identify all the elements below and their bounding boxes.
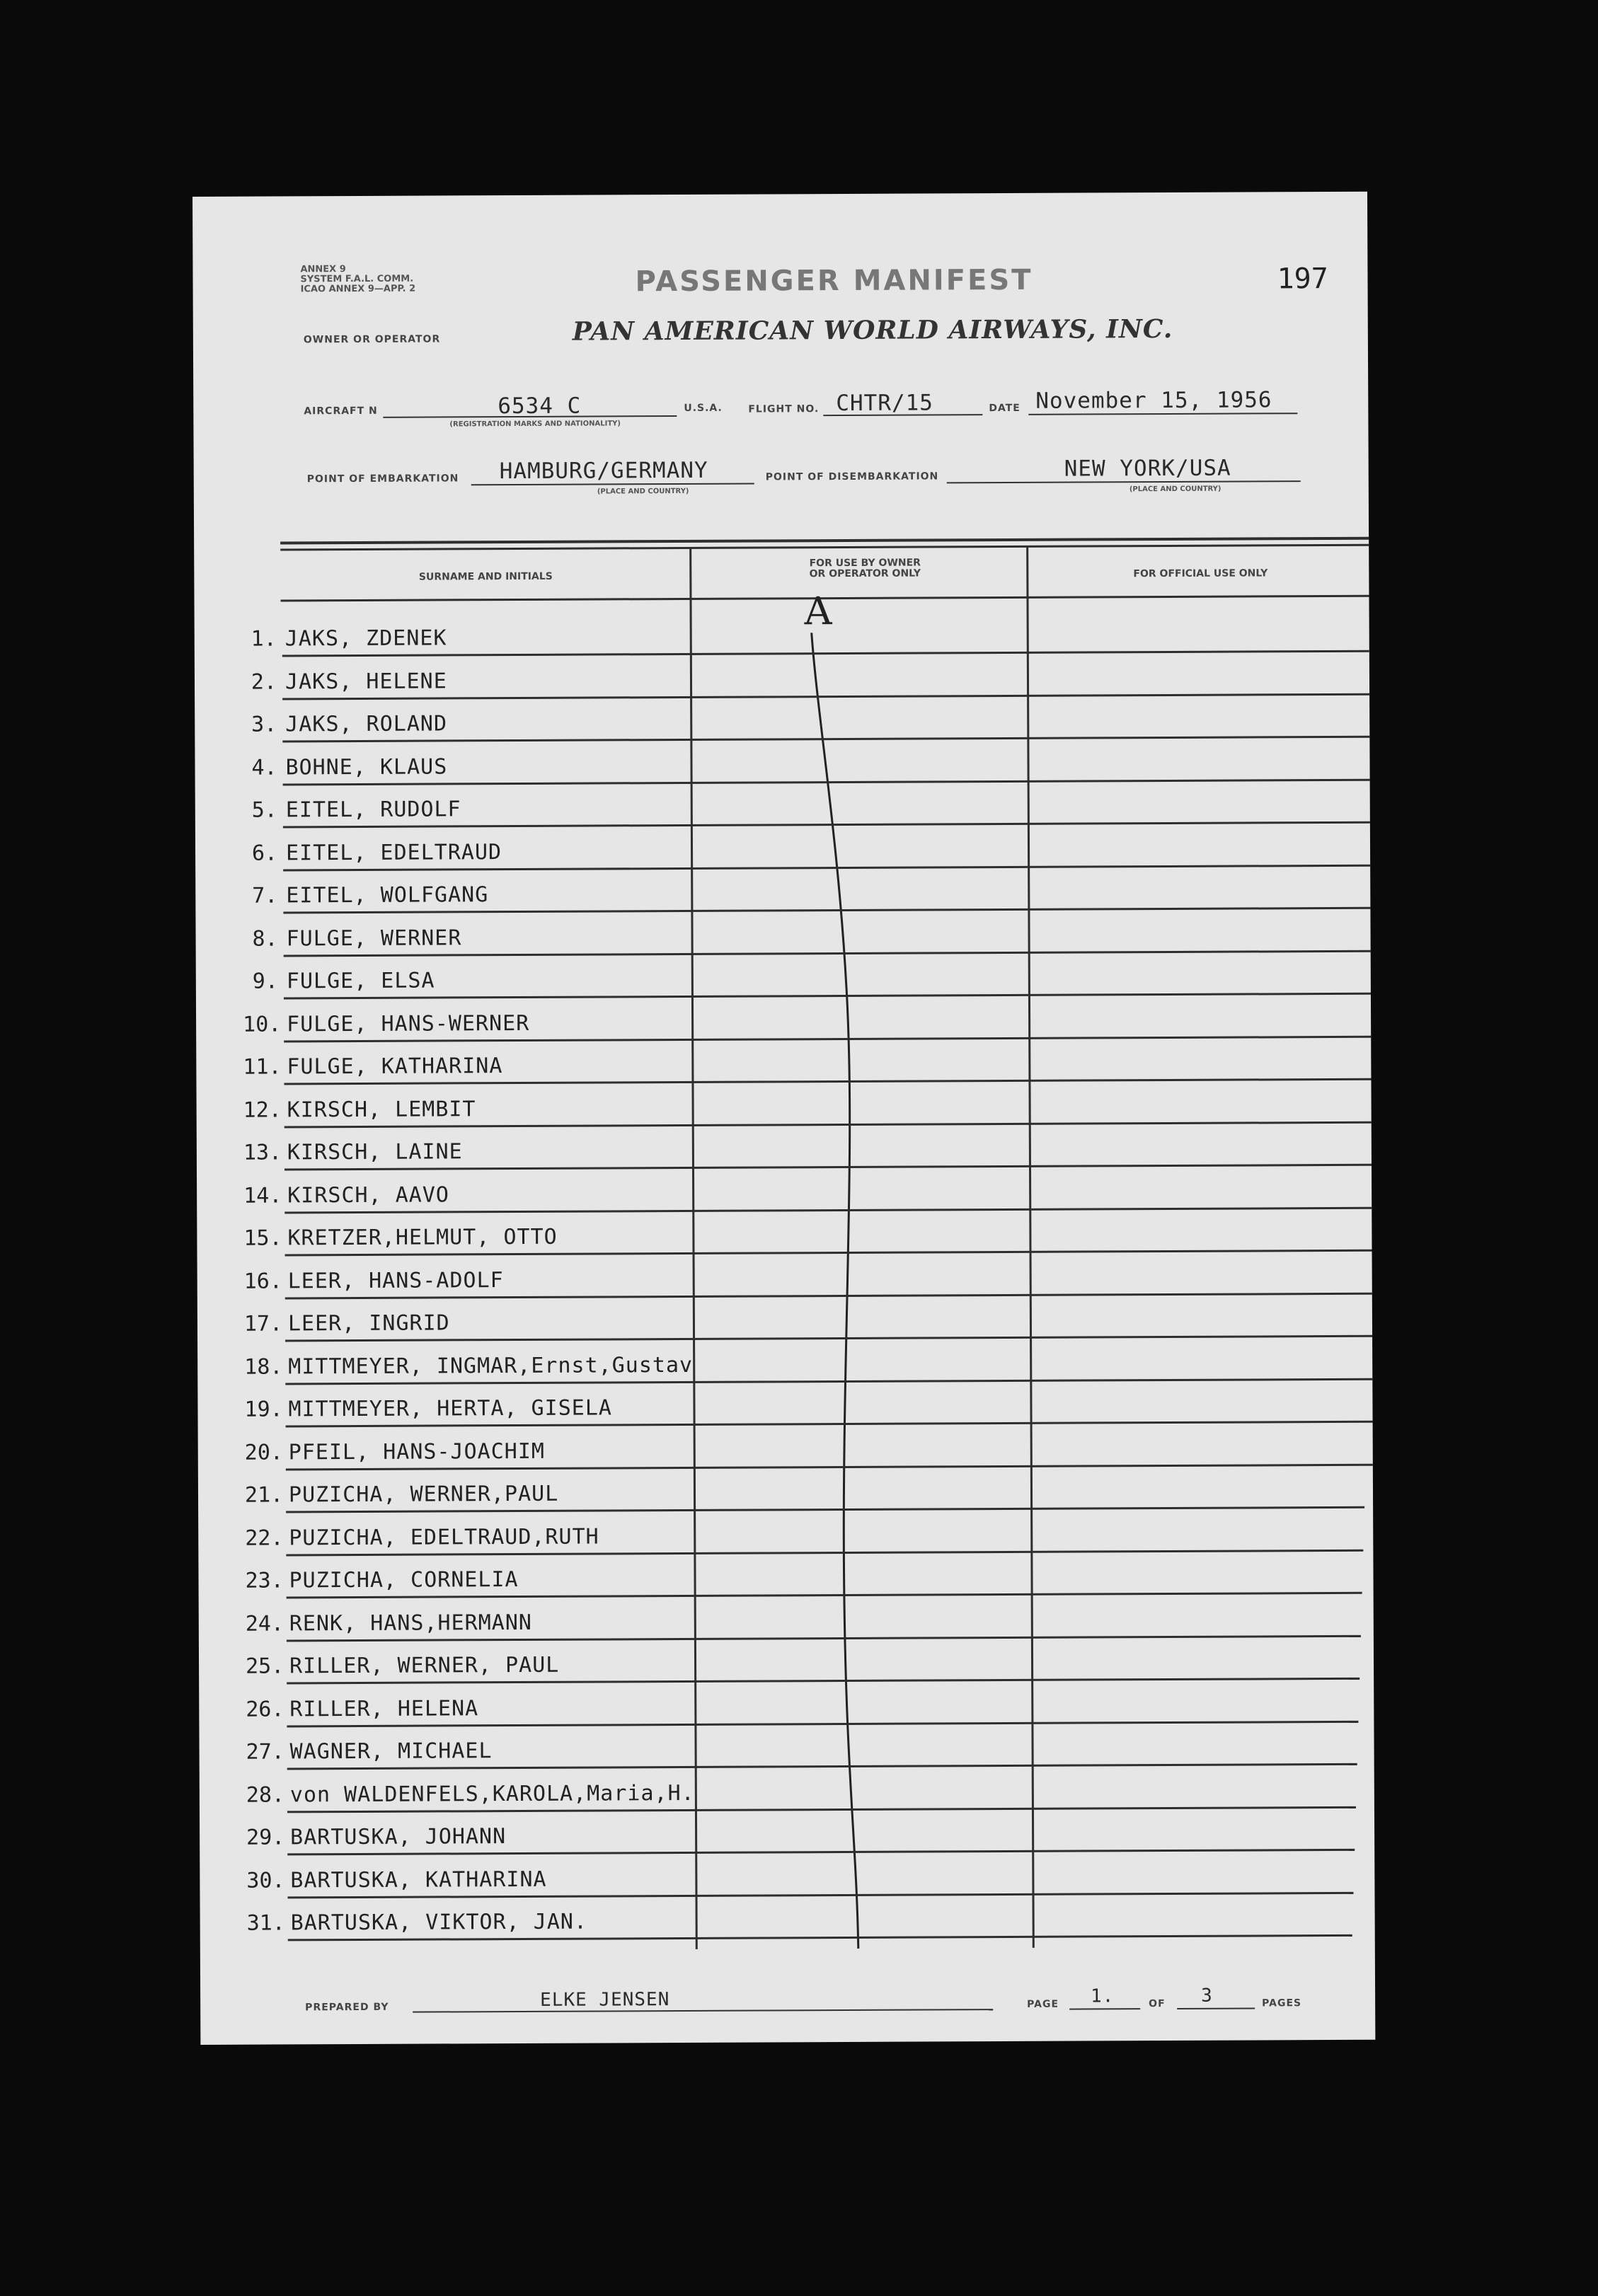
table-top-rule bbox=[280, 537, 1369, 545]
passenger-number: 20. bbox=[244, 1439, 284, 1465]
passenger-name: JAKS, ROLAND bbox=[285, 711, 448, 737]
table-row bbox=[246, 1808, 1355, 1856]
passenger-number: 13. bbox=[243, 1140, 282, 1165]
passenger-name: BARTUSKA, KATHARINA bbox=[290, 1867, 547, 1893]
passenger-name: FULGE, WERNER bbox=[286, 925, 462, 951]
table-row bbox=[243, 1165, 1372, 1213]
passenger-name: FULGE, HANS-WERNER bbox=[287, 1010, 530, 1037]
table-row bbox=[251, 609, 1369, 657]
aircraft-label: AIRCRAFT N bbox=[304, 405, 378, 417]
passenger-number: 28. bbox=[246, 1782, 285, 1808]
table-row bbox=[246, 1850, 1353, 1898]
passenger-name: LEER, HANS-ADOLF bbox=[287, 1267, 504, 1293]
country-label: U.S.A. bbox=[684, 402, 723, 414]
passenger-name: PUZICHA, WERNER,PAUL bbox=[288, 1481, 559, 1508]
table-top-rule-2 bbox=[280, 544, 1369, 551]
prepared-label: PREPARED BY bbox=[305, 2001, 389, 2014]
passenger-number: 27. bbox=[246, 1739, 284, 1765]
passenger-number: 21. bbox=[244, 1482, 284, 1508]
of-value: 3 bbox=[1201, 1985, 1213, 2007]
passenger-name: BARTUSKA, JOHANN bbox=[290, 1824, 507, 1850]
passenger-name: RILLER, WERNER, PAUL bbox=[289, 1652, 560, 1679]
table-row bbox=[246, 1893, 1352, 1942]
passenger-number: 10. bbox=[243, 1011, 282, 1037]
passenger-number: 29. bbox=[246, 1825, 285, 1850]
owner-label: OWNER OR OPERATOR bbox=[303, 333, 441, 346]
manifest-sheet bbox=[192, 192, 1375, 2045]
passenger-name: FULGE, ELSA bbox=[286, 968, 435, 994]
passenger-name: PUZICHA, EDELTRAUD,RUTH bbox=[289, 1524, 599, 1550]
passenger-name: EITEL, RUDOLF bbox=[285, 797, 461, 823]
stamp-line: SYSTEM F.A.L. COMM. bbox=[300, 273, 414, 285]
pages-label: PAGES bbox=[1262, 1997, 1302, 2009]
passenger-number: 18. bbox=[244, 1354, 283, 1380]
passenger-name: LEER, INGRID bbox=[287, 1310, 450, 1337]
stamp-line: ANNEX 9 bbox=[300, 264, 346, 275]
stamp-line: ICAO ANNEX 9—APP. 2 bbox=[300, 283, 416, 295]
page-number: 197 bbox=[1277, 262, 1328, 296]
page-value: 1. bbox=[1091, 1985, 1115, 2007]
column-header-names: SURNAME AND INITIALS bbox=[418, 570, 553, 583]
passenger-number: 8. bbox=[252, 925, 278, 952]
table-row bbox=[246, 1722, 1357, 1770]
table-row bbox=[251, 652, 1369, 700]
of-label: OF bbox=[1149, 1998, 1166, 2010]
passenger-number: 5. bbox=[251, 797, 277, 823]
page-label: PAGE bbox=[1027, 1998, 1059, 2010]
prepared-underline bbox=[413, 2009, 993, 2013]
flight-label: FLIGHT NO. bbox=[748, 403, 820, 415]
passenger-name: KIRSCH, LAINE bbox=[287, 1139, 463, 1165]
passenger-number: 7. bbox=[252, 883, 278, 908]
table-row bbox=[244, 1465, 1364, 1513]
table-row bbox=[251, 695, 1369, 743]
passenger-number: 14. bbox=[243, 1182, 282, 1208]
table-row bbox=[243, 1123, 1372, 1171]
passenger-name: FULGE, KATHARINA bbox=[287, 1054, 503, 1080]
date-value: November 15, 1956 bbox=[1035, 387, 1272, 414]
passenger-number: 6. bbox=[251, 840, 278, 866]
passenger-number: 26. bbox=[246, 1696, 284, 1722]
passenger-name: KIRSCH, AAVO bbox=[287, 1182, 449, 1208]
table-row bbox=[244, 1337, 1372, 1385]
passenger-name: KRETZER,HELMUT, OTTO bbox=[287, 1224, 558, 1251]
aircraft-value: 6534 C bbox=[498, 393, 582, 420]
table-row bbox=[244, 1422, 1373, 1470]
passenger-name: WAGNER, MICHAEL bbox=[289, 1738, 493, 1765]
passenger-name: MITTMEYER, INGMAR,Ernst,Gustav bbox=[288, 1352, 694, 1379]
table-row bbox=[251, 823, 1370, 871]
passenger-number: 15. bbox=[243, 1225, 282, 1251]
table-row bbox=[243, 1080, 1371, 1128]
of-underline bbox=[1177, 2007, 1255, 2009]
table-row bbox=[243, 1251, 1372, 1299]
passenger-name: RENK, HANS,HERMANN bbox=[289, 1610, 532, 1636]
icao-stamp bbox=[300, 265, 415, 295]
passenger-number: 22. bbox=[245, 1525, 284, 1551]
passenger-number: 25. bbox=[245, 1654, 284, 1679]
table-row bbox=[243, 1294, 1372, 1342]
embarkation-sublabel: (PLACE AND COUNTRY) bbox=[597, 487, 689, 496]
table-row bbox=[251, 737, 1369, 785]
passenger-number: 1. bbox=[251, 626, 277, 652]
table-row bbox=[245, 1508, 1363, 1556]
passenger-name: JAKS, ZDENEK bbox=[284, 625, 447, 652]
disembarkation-sublabel: (PLACE AND COUNTRY) bbox=[1129, 485, 1222, 494]
passenger-number: 31. bbox=[246, 1910, 285, 1936]
passenger-name: PUZICHA, CORNELIA bbox=[289, 1567, 519, 1593]
flight-value: CHTR/15 bbox=[836, 390, 934, 417]
passenger-name: RILLER, HELENA bbox=[289, 1695, 479, 1721]
passenger-name: BOHNE, KLAUS bbox=[285, 754, 448, 780]
date-label: DATE bbox=[989, 402, 1021, 415]
table-row bbox=[252, 866, 1370, 914]
disembarkation-value: NEW YORK/USA bbox=[1064, 455, 1231, 482]
passenger-number: 11. bbox=[243, 1054, 282, 1080]
passenger-name: KIRSCH, LEMBIT bbox=[287, 1096, 476, 1122]
passenger-number: 12. bbox=[243, 1097, 282, 1123]
table-row bbox=[252, 952, 1371, 1000]
passenger-name: MITTMEYER, HERTA, GISELA bbox=[288, 1395, 613, 1422]
table-row bbox=[243, 1208, 1372, 1257]
passenger-number: 16. bbox=[243, 1268, 282, 1294]
embarkation-value: HAMBURG/GERMANY bbox=[499, 457, 708, 485]
passenger-number: 23. bbox=[245, 1568, 284, 1593]
passenger-number: 2. bbox=[251, 669, 277, 695]
table-row bbox=[244, 1380, 1372, 1428]
table-row bbox=[246, 1679, 1358, 1727]
embarkation-label: POINT OF EMBARKATION bbox=[306, 473, 459, 485]
passenger-number: 24. bbox=[245, 1610, 284, 1637]
prepared-value: ELKE JENSEN bbox=[540, 1989, 670, 2011]
column-header-official: FOR OFFICIAL USE ONLY bbox=[1133, 567, 1268, 580]
table-row bbox=[243, 994, 1371, 1042]
passenger-number: 17. bbox=[243, 1311, 283, 1337]
table-row bbox=[245, 1593, 1361, 1642]
form-title: PASSENGER MANIFEST bbox=[635, 263, 1033, 299]
table-row bbox=[246, 1765, 1356, 1813]
passenger-name: BARTUSKA, VIKTOR, JAN. bbox=[290, 1909, 588, 1936]
airline-name: PAN AMERICAN WORLD AIRWAYS, INC. bbox=[572, 313, 1173, 347]
table-row bbox=[245, 1551, 1362, 1599]
passenger-name: von WALDENFELS,KAROLA,Maria,H. bbox=[289, 1780, 695, 1807]
passenger-number: 9. bbox=[252, 969, 278, 994]
table-row bbox=[245, 1637, 1360, 1685]
table-row bbox=[252, 908, 1370, 957]
aircraft-sublabel: (REGISTRATION MARKS AND NATIONALITY) bbox=[449, 420, 621, 429]
passenger-number: 30. bbox=[246, 1867, 285, 1893]
column-header-owner: FOR USE BY OWNER OR OPERATOR ONLY bbox=[809, 557, 921, 580]
passenger-name: PFEIL, HANS-JOACHIM bbox=[288, 1438, 545, 1465]
passenger-number: 4. bbox=[251, 754, 277, 780]
passenger-name: JAKS, HELENE bbox=[284, 668, 447, 694]
disembarkation-label: POINT OF DISEMBARKATION bbox=[765, 471, 939, 483]
table-row bbox=[251, 780, 1370, 829]
passenger-number: 19. bbox=[244, 1397, 283, 1422]
page-underline bbox=[1069, 2008, 1140, 2009]
table-row bbox=[243, 1037, 1371, 1085]
passenger-name: EITEL, WOLFGANG bbox=[286, 882, 489, 908]
passenger-number: 3. bbox=[251, 712, 277, 737]
owner-mark: A bbox=[804, 589, 832, 634]
passenger-name: EITEL, EDELTRAUD bbox=[285, 839, 502, 865]
